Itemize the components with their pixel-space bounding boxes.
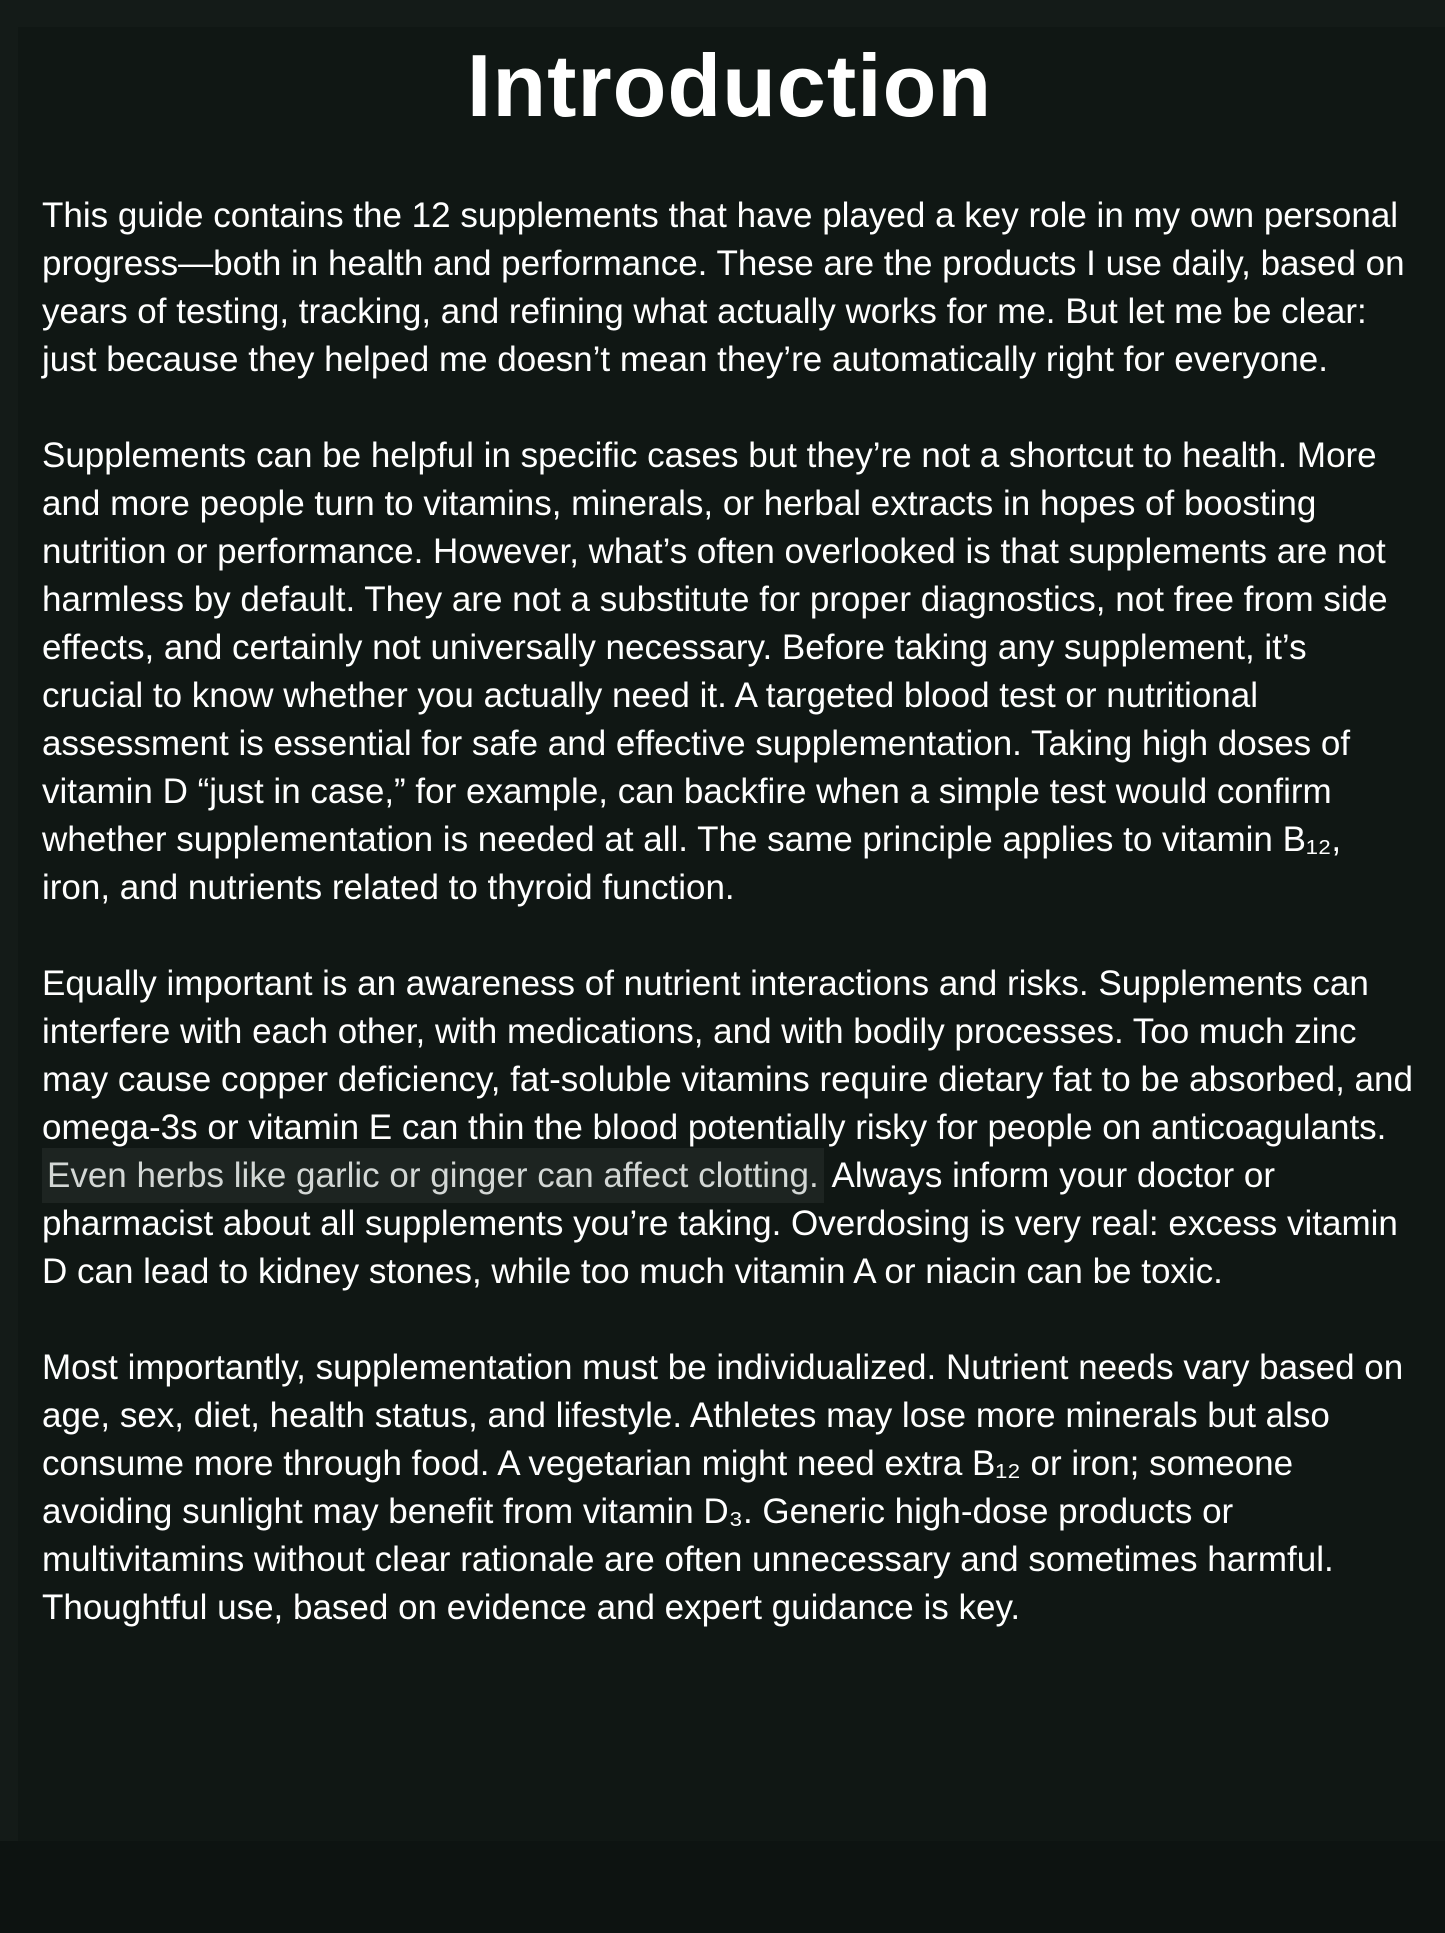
paragraph-intro-guide: This guide contains the 12 supplements that have played a key role in my own personal progress—both in health and performance. These are the products I use daily, based on years of testing, tracking, and refining what actually works for me. But let me be clear: just because they helped me doesn’t mean they’re automatically right for everyone. [42,196,1405,379]
paragraph-interactions-risks [42,960,1417,1296]
canvas-frame-bottom [0,1841,1445,1933]
paragraph-supplements-caution: Supplements can be helpful in specific cases but they’re not a shortcut to health. More and more people turn to vitamins, minerals, or herbal extracts in hopes of boosting nutrition or performance. However, what’s often overlooked is that supplements are not harmless by default. They are not a substitute for proper diagnostics, not free from side effects, and certainly not universally necessary. Before taking any supplement, it’s crucial to know whether you actually need it. A targeted blood test or nutritional assessment is essential for safe and effective supplementation. Taking high doses of vitamin D “just in case,” for example, can backfire when a simple test would confirm whether supplementation is needed at all. The same principle applies to vitamin B₁₂, iron, and nutrients related to thyroid function. [42,436,1388,907]
paragraph-interactions-before-highlight: Equally important is an awareness of nutrient interactions and risks. Supplements can interfere with each other, with medications, and with bodily processes. Too much zinc may cause copper deficiency, fat-soluble vitamins require dietary fat to be absorbed, and omega-3s or vitamin E can thin the blood potentially risky for people on anticoagulants. [42,964,1413,1147]
highlighted-sentence: Even herbs like garlic or ginger can affect clotting. [42,1148,824,1203]
paragraph-individualized: Most importantly, supplementation must be individualized. Nutrient needs vary based on age, sex, diet, health status, and lifestyle. Athletes may lose more minerals but also consume more through food. A vegetarian might need extra B₁₂ or iron; someone avoiding sunlight may benefit from vitamin D₃. Generic high-dose products or multivitamins without clear rationale are often unnecessary and sometimes harmful. Thoughtful use, based on evidence and expert guidance is key. [42,1348,1404,1627]
paragraph-interactions-after-highlight: Always inform your doctor or pharmacist about all supplements you’re taking. Overdosing is very real: excess vitamin D can lead to kidney stones, while too much vitamin A or niacin can be toxic. [42,1156,1398,1291]
page-title: Introduction [466,36,993,135]
